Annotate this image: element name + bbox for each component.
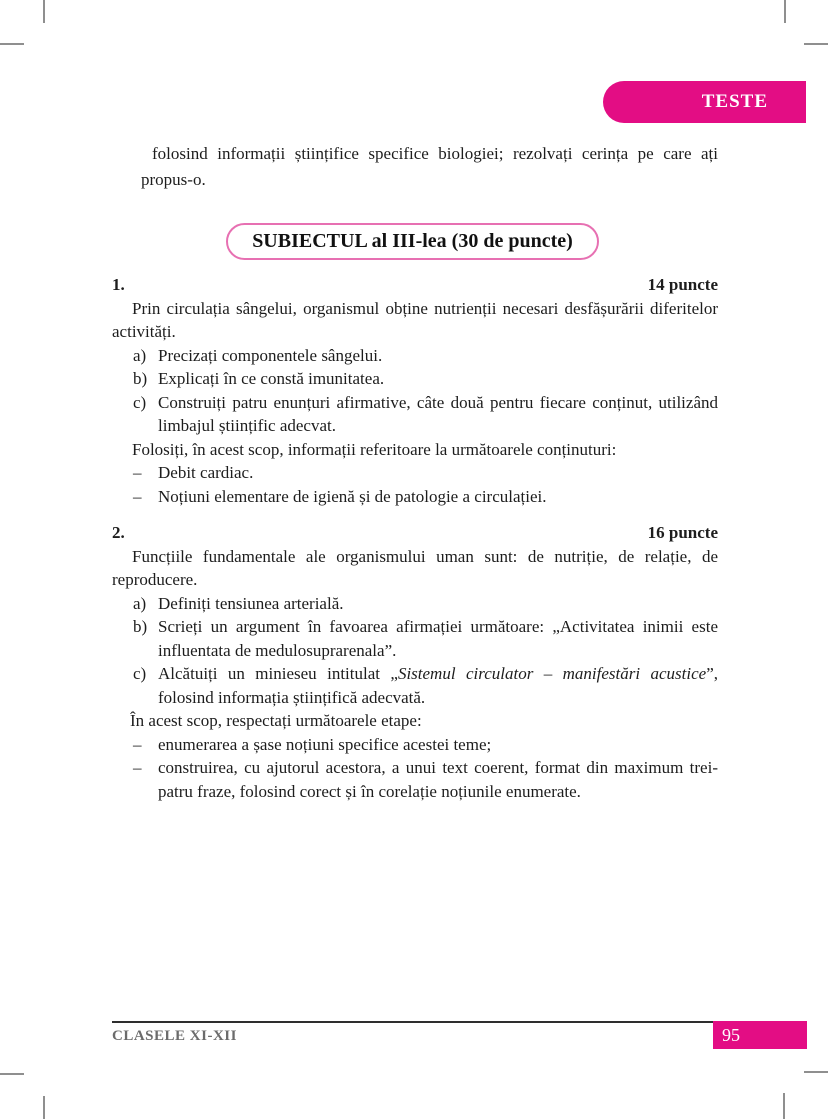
question-points: 14 puncte [647, 275, 718, 294]
question-1-intro: Prin circulația sângelui, organismul obține nutrienții necesari desfășurării diferitelor activități. [112, 298, 718, 341]
crop-mark [43, 0, 45, 23]
item-label: c) [133, 392, 147, 412]
section-tab-label: TESTE [701, 91, 768, 112]
item-text: Scrieți un argument în favoarea afirmației următoare: „Activitatea inimii este influentata de medulosuprarenala”. [158, 617, 718, 660]
question-2-header [112, 521, 718, 545]
question-1-item-a [112, 344, 718, 368]
question-1-header [112, 273, 718, 297]
question-points: 16 puncte [647, 523, 718, 542]
crop-mark [0, 1073, 24, 1075]
item-text-italic: Sistemul circulator – manifestări acustice [397, 664, 707, 683]
dash-text: Noțiuni elementare de igienă și de patologie a circulației. [158, 486, 547, 506]
question-1-dash-1 [112, 461, 718, 485]
dash-text: enumerarea a șase noțiuni specifice acestei teme; [158, 734, 492, 754]
item-text: Definiți tensiunea arterială. [158, 593, 344, 613]
item-label: b) [133, 369, 148, 388]
subject-header-row [112, 223, 718, 260]
dash-label: – [133, 734, 142, 754]
intro-fragment: folosind informații științifice specifice biologiei; rezolvați cerința pe care ați propus-o. [141, 144, 718, 189]
question-2-item-c [112, 662, 718, 709]
question-2-item-b [112, 615, 718, 662]
text-column [112, 141, 718, 803]
footer-label: CLASELE XI-XII [112, 1028, 237, 1044]
dash-text: Debit cardiac. [158, 463, 254, 482]
crop-mark [804, 43, 828, 45]
crop-mark [804, 1071, 828, 1073]
question-2-dash-1 [112, 733, 718, 757]
question-number: 1. [112, 275, 125, 294]
crop-mark [0, 43, 24, 45]
question-1-note: Folosiți, în acest scop, informații referitoare la următoarele conținuturi: [132, 439, 617, 459]
footer-rule [112, 1021, 713, 1023]
question-2-intro: Funcțiile fundamentale ale organismului uman sunt: de nutriție, de relație, de reproducere. [112, 546, 718, 589]
question-1-dash-2 [112, 485, 718, 509]
item-label: a) [133, 593, 147, 613]
item-text: Explicați în ce constă imunitatea. [158, 369, 385, 388]
page-number-badge: 95 [713, 1021, 807, 1049]
crop-mark [784, 0, 786, 23]
item-label: b) [133, 617, 148, 636]
question-2-note: În acest scop, respectați următoarele etape: [130, 711, 422, 730]
section-tab [603, 81, 806, 123]
item-label: c) [133, 664, 147, 683]
question-1-item-b [112, 367, 718, 391]
item-text-suffix: ”, folosind informația științifică adecvată. [158, 664, 718, 707]
question-1-item-c [112, 391, 718, 438]
subject-header: SUBIECTUL al III-lea (30 de puncte) [226, 223, 599, 260]
question-2-item-a [112, 592, 718, 616]
item-text: Construiți patru enunțuri afirmative, câte două pentru fiecare conținut, utilizând limbajul științific adecvat. [158, 392, 718, 435]
item-text: Precizați componentele sângelui. [158, 345, 383, 365]
item-label: a) [133, 345, 147, 365]
item-text-prefix: Alcătuiți un minieseu intitulat „ [158, 664, 398, 683]
question-number: 2. [112, 523, 125, 542]
dash-text: construirea, cu ajutorul acestora, a unui text coerent, format din maximum trei-patru fraze, folosind corect și în corelație noțiunile enumerate. [158, 758, 718, 801]
question-2-dash-2 [112, 756, 718, 803]
crop-mark [783, 1093, 785, 1119]
dash-label: – [133, 486, 142, 506]
dash-label: – [133, 463, 142, 482]
crop-mark [43, 1096, 45, 1119]
dash-label: – [133, 758, 142, 777]
